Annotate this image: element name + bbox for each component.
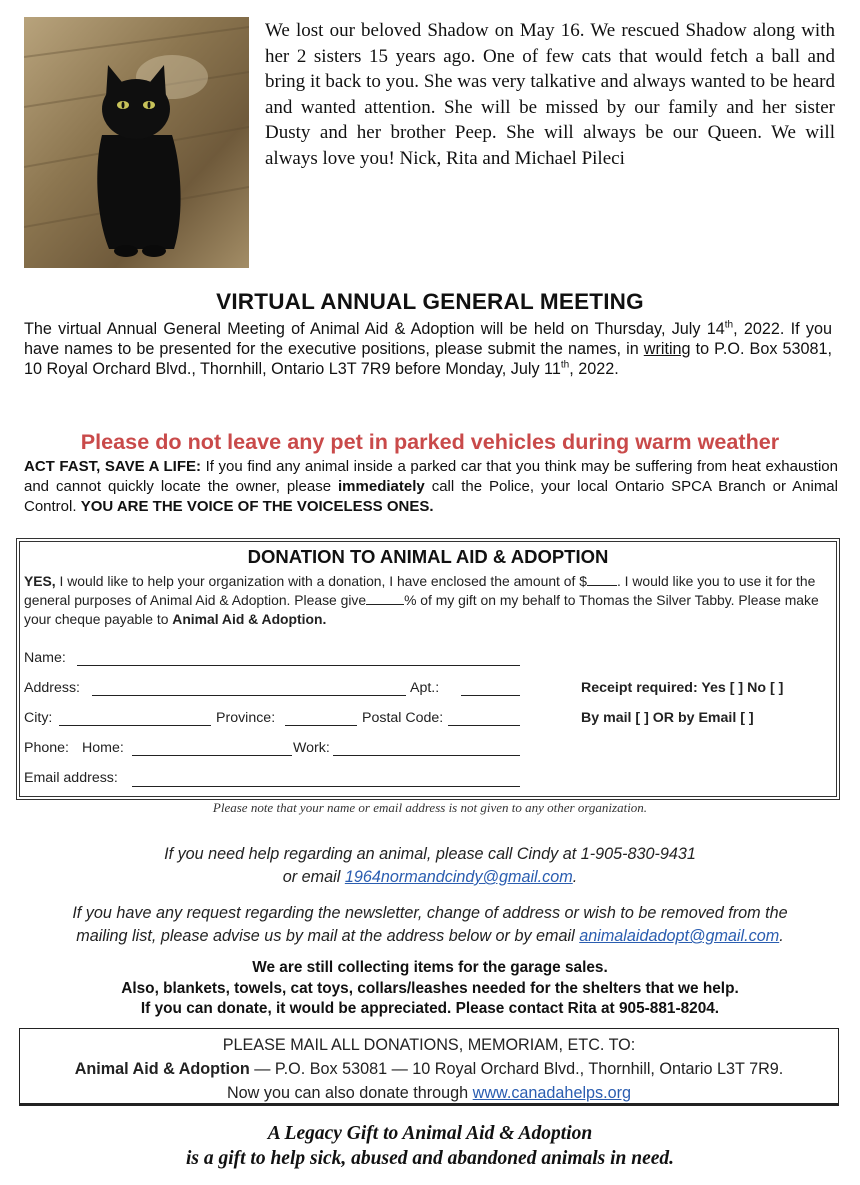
donation-heading: DONATION TO ANIMAL AID & ADOPTION xyxy=(247,546,609,567)
name-field[interactable] xyxy=(77,665,520,666)
name-label: Name: xyxy=(24,650,66,666)
donation-text-3: % of my gift on my behalf to Thomas the Silver Tabby. Please make your cheque payable to xyxy=(24,592,819,627)
newsletter-request-pre: mailing list, please advise us by mail at the address below or by email xyxy=(76,927,580,945)
email-field[interactable] xyxy=(132,786,520,787)
home-label: Home: xyxy=(82,740,124,756)
mail-org: Animal Aid & Adoption xyxy=(74,1060,250,1078)
work-phone-field[interactable] xyxy=(333,755,520,756)
newsletter-request-post: . xyxy=(779,927,784,945)
mail-heading: PLEASE MAIL ALL DONATIONS, MEMORIAM, ETC. TO: xyxy=(222,1036,636,1054)
agm-heading: VIRTUAL ANNUAL GENERAL MEETING xyxy=(216,289,644,314)
agm-sup-2: th xyxy=(560,359,570,371)
postal-code-label: Postal Code: xyxy=(362,710,444,726)
city-field[interactable] xyxy=(59,725,211,726)
legacy-line-1: A Legacy Gift to Animal Aid & Adoption xyxy=(267,1123,593,1144)
apt-label: Apt.: xyxy=(410,680,440,696)
memorial-paragraph: We lost our beloved Shadow on May 16. We rescued Shadow along with her 2 sisters 15 years ago. One of few cats that would fetch a ball and bring it back to you. She was very talkative and always wanted to be heard and wanted attention. She will be missed by our family and her sister Dusty and her brother Peep. She will always be our Queen. We will always love you! Nick, Rita and Michael Pileci xyxy=(265,20,835,169)
legacy-line-2: is a gift to help sick, abused and abandoned animals in need. xyxy=(185,1148,675,1169)
work-label: Work: xyxy=(293,740,330,756)
warning-lead: ACT FAST, SAVE A LIFE: xyxy=(24,458,202,475)
address-label: Address: xyxy=(24,680,80,696)
agm-paragraph xyxy=(24,319,832,379)
receipt-required[interactable]: Receipt required: Yes [ ] No [ ] xyxy=(581,680,784,696)
help-email-post: . xyxy=(572,868,578,886)
help-call-line: If you need help regarding an animal, please call Cindy at 1-905-830-9431 xyxy=(164,845,696,863)
percent-blank[interactable] xyxy=(366,592,404,605)
garage-sale-notice xyxy=(0,958,860,1020)
phone-label: Phone: xyxy=(24,740,69,756)
apt-field[interactable] xyxy=(461,695,520,696)
delivery-method[interactable]: By mail [ ] OR by Email [ ] xyxy=(581,710,754,726)
agm-text-3: to P.O. Box 53081, 10 Royal Orchard Blvd., Thornhill, Ontario L3T 7R9 before Monday, July 11 xyxy=(24,340,832,378)
help-email-pre: or email xyxy=(282,868,345,886)
donation-pledge xyxy=(24,572,836,629)
home-phone-field[interactable] xyxy=(132,755,292,756)
donation-form xyxy=(16,538,840,800)
agm-writing: writing xyxy=(643,340,691,358)
donation-yes: YES, xyxy=(24,573,56,589)
warning-heading: Please do not leave any pet in parked vehicles during warm weather xyxy=(80,429,780,454)
agm-text-1: The virtual Annual General Meeting of Animal Aid & Adoption will be held on Thursday, July 14 xyxy=(24,320,725,338)
postal-code-field[interactable] xyxy=(448,725,520,726)
donate-online-line xyxy=(20,1084,838,1103)
privacy-note: Please note that your name or email address is not given to any other organization. xyxy=(212,800,648,815)
mail-address-rest: — P.O. Box 53081 — 10 Royal Orchard Blvd., Thornhill, Ontario L3T 7R9. xyxy=(249,1060,784,1078)
warning-closing: YOU ARE THE VOICE OF THE VOICELESS ONES. xyxy=(80,498,434,515)
garage-line-3: If you can donate, it would be appreciated. Please contact Rita at 905-881-8204. xyxy=(140,1000,720,1017)
canadahelps-link[interactable]: www.canadahelps.org xyxy=(472,1084,632,1102)
address-field[interactable] xyxy=(92,695,406,696)
garage-line-1: We are still collecting items for the garage sales. xyxy=(252,959,608,976)
mail-address xyxy=(20,1060,838,1079)
donate-online-pre: Now you can also donate through xyxy=(226,1084,473,1102)
donation-payee: Animal Aid & Adoption. xyxy=(172,611,327,627)
cindy-email-link[interactable]: 1964normandcindy@gmail.com xyxy=(344,868,573,886)
donation-text-2: . I would like you to use it for the general purposes of Animal Aid & Adoption. Please give xyxy=(24,573,816,608)
mailing-address-box xyxy=(19,1028,839,1106)
help-email-line xyxy=(0,866,860,889)
city-label: City: xyxy=(24,710,53,726)
agm-text-4: , 2022. xyxy=(569,360,619,378)
warning-immediately: immediately xyxy=(338,478,425,495)
black-cat-icon xyxy=(24,17,249,268)
email-label: Email address: xyxy=(24,770,118,786)
province-field[interactable] xyxy=(285,725,357,726)
province-label: Province: xyxy=(216,710,276,726)
newsletter-email-link[interactable]: animalaidadopt@gmail.com xyxy=(579,927,780,945)
warning-text-2: call the Police, your local Ontario SPCA Branch or Animal Control. xyxy=(24,478,838,515)
amount-blank[interactable] xyxy=(587,573,617,586)
garage-line-2: Also, blankets, towels, cat toys, collars/leashes needed for the shelters that we help. xyxy=(121,979,739,997)
newsletter-request-line-2 xyxy=(0,925,860,948)
donation-text-1: I would like to help your organization with a donation, I have enclosed the amount of $ xyxy=(55,573,587,589)
warning-paragraph xyxy=(24,457,838,517)
agm-sup-1: th xyxy=(724,319,734,331)
cat-photo xyxy=(24,17,249,268)
agm-text-2: , 2022. If you have names to be presented for the executive positions, please submit the names, in xyxy=(24,320,833,358)
warning-text-1: If you find any animal inside a parked car that you think may be suffering from heat exhaustion and cannot quickly locate the owner, please xyxy=(24,458,838,495)
newsletter-request-line-1: If you have any request regarding the newsletter, change of address or wish to be removed from the xyxy=(72,904,788,922)
